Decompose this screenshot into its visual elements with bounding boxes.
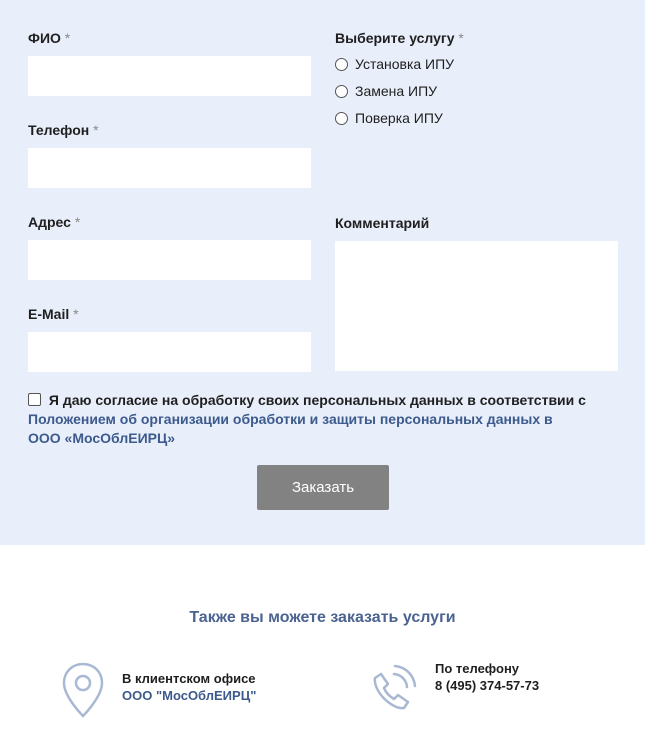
- consent-checkbox[interactable]: [28, 393, 41, 406]
- service-label-text: Выберите услугу: [335, 30, 455, 46]
- phone-label-text: Телефон: [28, 122, 90, 138]
- fio-input[interactable]: [28, 56, 311, 96]
- radio-button-icon[interactable]: [335, 85, 348, 98]
- email-label-text: E-Mail: [28, 306, 70, 322]
- alt-section-title: Также вы можете заказать услуги: [189, 609, 456, 626]
- radio-service-install[interactable]: [335, 56, 454, 72]
- consent-block: [28, 391, 588, 448]
- phone-label: [28, 122, 99, 138]
- service-label: [335, 30, 464, 46]
- required-mark: *: [74, 214, 81, 230]
- phone-input[interactable]: [28, 148, 311, 188]
- privacy-policy-link[interactable]: Положением об организации обработки и защиты персональных данных в ООО «МосОблЕИРЦ»: [28, 411, 553, 446]
- location-pin-icon: [60, 661, 106, 719]
- submit-order-button[interactable]: Заказать: [257, 465, 389, 510]
- consent-text: Я даю согласие на обработку своих персональных данных в соответствии с: [48, 392, 586, 408]
- fio-label-text: ФИО: [28, 30, 61, 46]
- address-label-text: Адрес: [28, 214, 71, 230]
- radio-service-verify[interactable]: [335, 110, 443, 126]
- radio-label: Установка ИПУ: [355, 56, 455, 72]
- email-input[interactable]: [28, 332, 311, 372]
- radio-service-replace[interactable]: [335, 83, 437, 99]
- required-mark: *: [64, 30, 71, 46]
- comment-label: Комментарий: [335, 215, 430, 231]
- radio-button-icon[interactable]: [335, 58, 348, 71]
- radio-label: Замена ИПУ: [355, 83, 438, 99]
- phone-line1: По телефону: [435, 661, 520, 676]
- required-mark: *: [73, 306, 79, 322]
- radio-label: Поверка ИПУ: [355, 110, 443, 126]
- comment-textarea[interactable]: [335, 241, 618, 371]
- email-label: [28, 306, 79, 322]
- address-label: [28, 214, 80, 230]
- address-input[interactable]: [28, 240, 311, 280]
- required-mark: *: [458, 30, 464, 46]
- radio-button-icon[interactable]: [335, 112, 348, 125]
- required-mark: *: [93, 122, 99, 138]
- office-line2: ООО "МосОблЕИРЦ": [122, 688, 257, 703]
- fio-label: [28, 30, 70, 46]
- phone-icon: [363, 662, 419, 718]
- office-line1: В клиентском офисе: [122, 671, 256, 686]
- phone-number[interactable]: 8 (495) 374-57-73: [435, 678, 540, 693]
